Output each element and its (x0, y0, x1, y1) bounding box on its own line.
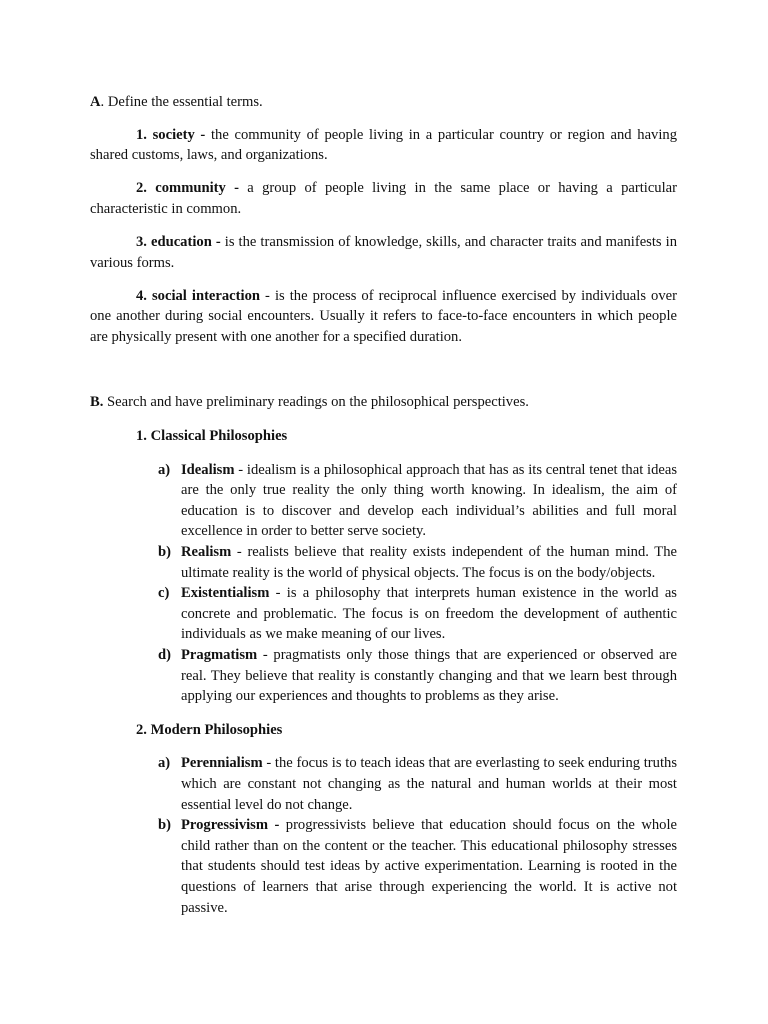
list-item-realism (90, 542, 677, 583)
list-marker: c) (158, 585, 170, 602)
list-item-idealism (90, 460, 677, 542)
definition-education (90, 232, 677, 273)
definition-term: 3. education - (136, 233, 221, 250)
list-marker: b) (158, 817, 171, 834)
section-a-letter: A (90, 94, 101, 110)
list-item-perennialism (90, 753, 677, 815)
definition-social-interaction (90, 286, 677, 348)
list-item-progressivism (90, 815, 677, 918)
list-item-term: Perennialism (181, 755, 263, 772)
modern-philosophies-title: 2. Modern Philosophies (136, 721, 283, 738)
section-a-heading (90, 92, 677, 113)
classical-philosophies-title: 1. Classical Philosophies (136, 428, 288, 445)
list-item-term: Realism (181, 544, 232, 560)
list-item-text: progressivists believe that education should focus on the whole child rather than on the content or the teacher. This educational philosophy stresses that students should test ideas by active experimentation. Learning is rooted in the questions of learners that arise through experiencing the world. It is active not passive. (181, 817, 677, 916)
document-page (90, 92, 677, 931)
definition-community (90, 178, 677, 219)
list-item-term: Existentialism (181, 585, 270, 602)
section-b-text: Search and have preliminary readings on the philosophical perspectives. (103, 394, 529, 411)
definition-term: 4. social interaction (136, 287, 260, 304)
list-item-text: - is a philosophy that interprets human existence in the world as concrete and problematic. The focus is on freedom the development of authentic individuals as we make meaning of our lives. (181, 585, 677, 643)
list-item-term: Progressivism - (181, 817, 280, 834)
list-item-term: Pragmatism (181, 646, 258, 663)
definition-text: the community of people living in a particular country or region and having shared customs, laws, and organizations. (90, 126, 677, 164)
list-item-text: - the focus is to teach ideas that are everlasting to seek enduring truths which are constant not changing as the natural and human worlds at their most essential level do not change. (181, 755, 677, 813)
list-marker: d) (158, 646, 171, 663)
list-item-text: - idealism is a philosophical approach that has as its central tenet that ideas are the only true reality the only thing worth knowing. In idealism, the aim of education is to discover and develop each individual’s abilities and full moral excellence in order to better serve society. (181, 461, 677, 540)
list-marker: a) (158, 461, 171, 478)
list-item-term: Idealism (181, 461, 235, 478)
list-item-text: - pragmatists only those things that are experienced or observed are real. They believe that reality is constantly changing and that we learn best through applying our experiences and thoughts to problems as they arise. (181, 646, 677, 705)
modern-philosophies-list (90, 753, 677, 918)
section-a-text: . Define the essential terms. (100, 94, 263, 110)
list-item-existentialism (90, 583, 677, 645)
definition-term: 1. society - (136, 126, 206, 143)
list-marker: a) (158, 755, 171, 772)
classical-philosophies-list (90, 460, 677, 707)
definition-text: a group of people living in the same place or having a particular characteristic in common. (90, 180, 677, 217)
definition-text: - is the process of reciprocal influence exercised by individuals over one another during social encounters. Usually it refers to face-to-face encounters in which people are physically present with one another for a specified duration. (90, 287, 677, 345)
section-b-letter: B. (90, 394, 104, 411)
section-b-heading (90, 392, 677, 413)
definition-society (90, 125, 677, 166)
list-marker: b) (158, 544, 171, 560)
list-item-pragmatism (90, 645, 677, 707)
definition-term: 2. community - (136, 180, 239, 197)
list-item-text: - realists believe that reality exists independent of the human mind. The ultimate reality is the world of physical objects. The focus is on the body/objects. (181, 544, 677, 581)
definition-text: is the transmission of knowledge, skills, and character traits and manifests in various forms. (90, 233, 677, 271)
